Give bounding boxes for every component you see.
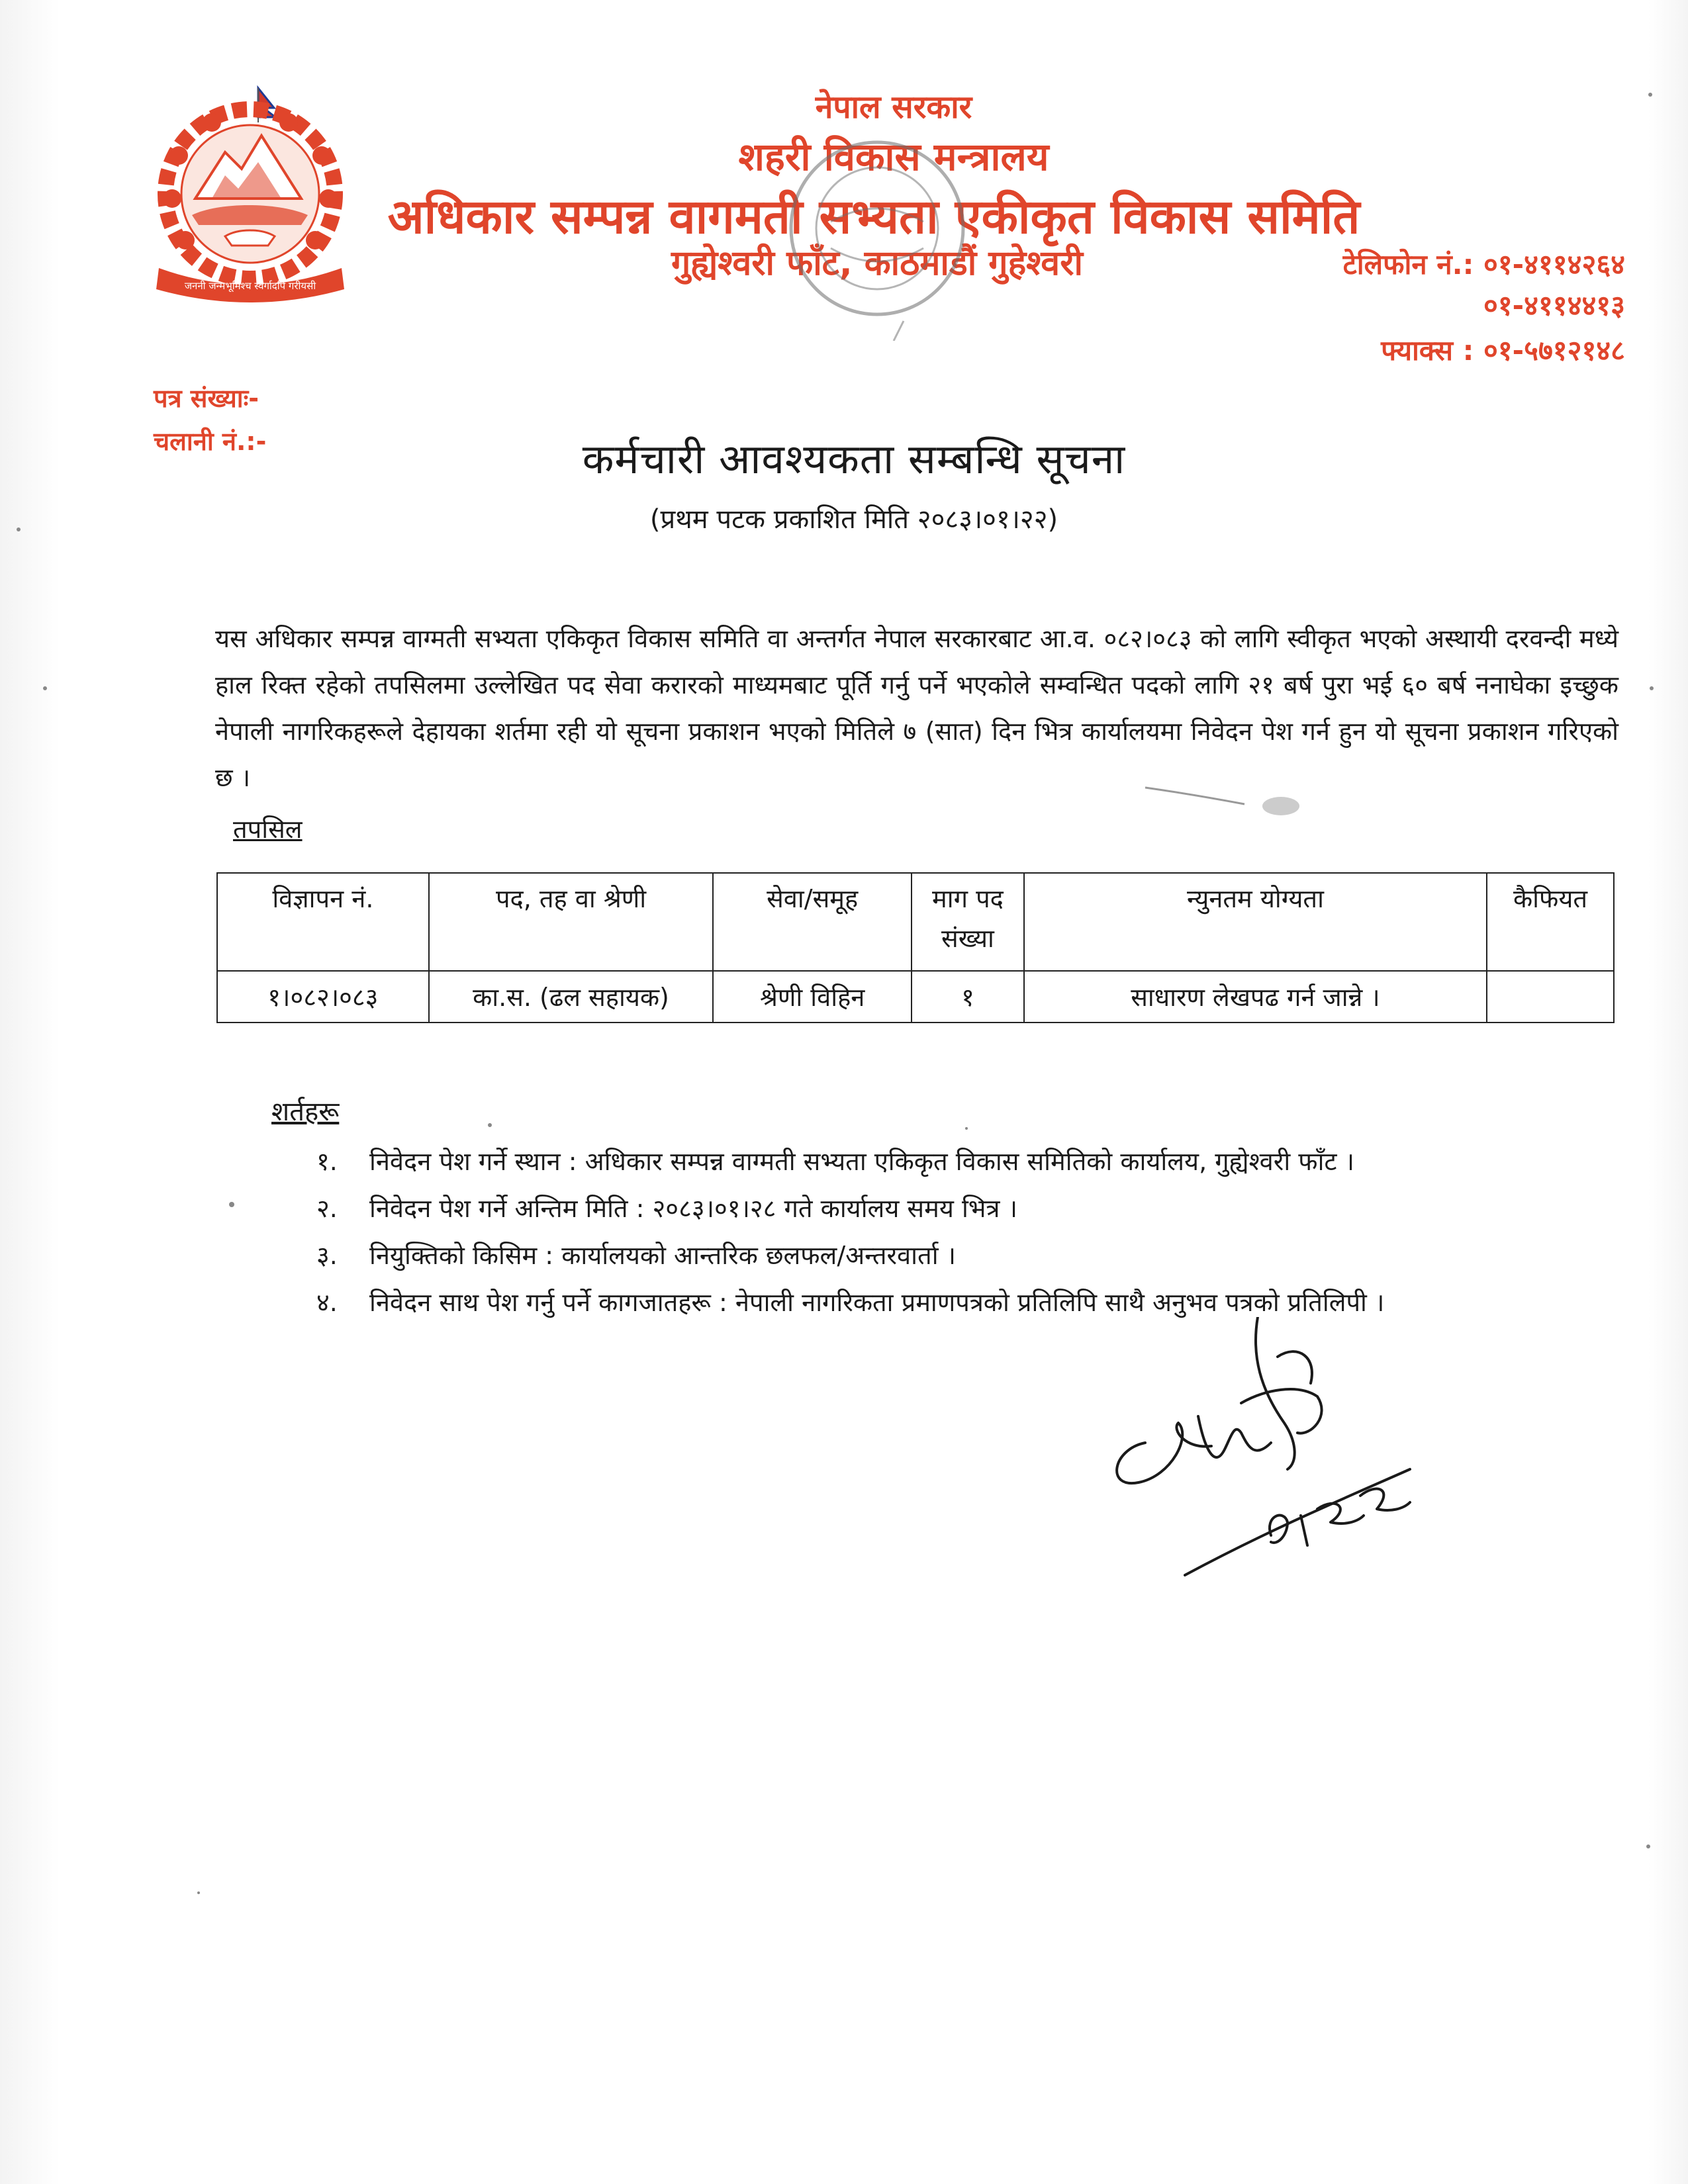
condition-text: निवेदन पेश गर्ने अन्तिम मिति : २०८३।०१।२८ गते कार्यालय समय भित्र ।	[369, 1194, 1017, 1223]
tapasil-label: तपसिल	[233, 815, 303, 844]
dispatch-number-label: चलानी नं.:-	[154, 427, 267, 456]
telephone-number-1: टेलिफोन नं.: ०१-४११४२६४	[1342, 248, 1625, 281]
list-item	[316, 1138, 1607, 1185]
list-item	[316, 1185, 1607, 1232]
organization-name: अधिकार सम्पन्न वागमती सभ्यता एकीकृत विकास समिति	[387, 189, 1360, 244]
table-row	[217, 971, 1614, 1023]
condition-number: २.	[316, 1194, 338, 1223]
telephone-number-2: ०१-४११४४१३	[1483, 289, 1625, 322]
header-remarks: कैफियत	[1487, 873, 1614, 971]
condition-text: निवेदन पेश गर्ने स्थान : अधिकार सम्पन्न वाग्मती सभ्यता एकिकृत विकास समितिको कार्यालय, गुह्येश्वरी फाँट ।	[369, 1147, 1355, 1176]
letter-number-label: पत्र संख्याः-	[154, 384, 259, 413]
cell-required-posts: १	[912, 971, 1024, 1023]
government-name: नेपाल सरकार	[815, 89, 972, 126]
notice-title: कर्मचारी आवश्यकता सम्बन्धि सूचना	[582, 435, 1126, 483]
header-minimum-qualification: न्युनतम योग्यता	[1024, 873, 1487, 971]
cell-service-group: श्रेणी विहिन	[713, 971, 912, 1023]
nepal-emblem-icon	[132, 83, 367, 308]
cell-post-level: का.स. (ढल सहायक)	[429, 971, 714, 1023]
office-stamp-icon	[771, 122, 983, 341]
condition-text: निवेदन साथ पेश गर्नु पर्ने कागजातहरू : नेपाली नागरिकता प्रमाणपत्रको प्रतिलिपि साथै अनुभव पत्रको प्रतिलिपी ।	[369, 1288, 1385, 1317]
fax-number: फ्याक्स : ०१-५७१२१४८	[1381, 334, 1625, 367]
scan-edge-left	[0, 0, 60, 2184]
notice-subtitle: (प्रथम पटक प्रकाशित मिति २०८३।०१।२२)	[649, 504, 1058, 535]
conditions-list	[316, 1138, 1607, 1326]
condition-number: ३.	[316, 1241, 338, 1270]
handwritten-signature-icon	[1099, 1317, 1470, 1602]
header-required-posts: माग पद संख्या	[912, 873, 1024, 971]
office-address: गुह्येश्वरी फाँट, काठमाडौं गुहेश्वरी	[671, 244, 1083, 283]
notice-body: यस अधिकार सम्पन्न वाग्मती सभ्यता एकिकृत विकास समिति वा अन्तर्गत नेपाल सरकारबाट आ.व. ०८२।०८३ को लागि स्वीकृत भएको अस्थायी दरवन्दी मध्ये हाल रिक्त रहेको तपसिलमा उल्लेखित पद सेवा करारको माध्यमबाट पूर्ति गर्नु पर्ने भएकोले सम्वन्धित पदको लागि २१ बर्ष पुरा भई ६० बर्ष ननाघेका इच्छुक नेपाली नागरिकहरूले देहायका शर्तमा रही यो सूचना प्रकाशन भएको मितिले ७ (सात) दिन भित्र कार्यालयमा निवेदन पेश गर्न हुन यो सूचना प्रकाशन गरिएको छ ।	[215, 624, 1618, 792]
header-post-level: पद, तह वा श्रेणी	[429, 873, 714, 971]
conditions-heading: शर्तहरू	[271, 1097, 340, 1127]
header-service-group: सेवा/समूह	[713, 873, 912, 971]
svg-text:जननी जन्मभूमिश्च स्वर्गादपि गर: जननी जन्मभूमिश्च स्वर्गादपि गरीयसी	[184, 280, 316, 292]
list-item	[316, 1232, 1607, 1279]
table-header-row	[217, 873, 1614, 971]
condition-text: नियुक्तिको किसिम : कार्यालयको आन्तरिक छलफल/अन्तरवार्ता ।	[369, 1241, 957, 1270]
cell-advertisement-number: १।०८२।०८३	[217, 971, 429, 1023]
cell-minimum-qualification: साधारण लेखपढ गर्न जान्ने ।	[1024, 971, 1487, 1023]
scan-edge-right	[1648, 0, 1688, 2184]
condition-number: ४.	[316, 1288, 338, 1317]
condition-number: १.	[316, 1147, 338, 1176]
cell-remarks	[1487, 971, 1614, 1023]
vacancy-table	[216, 872, 1615, 1023]
ministry-name: शहरी विकास मन्त्रालय	[738, 134, 1049, 179]
header-advertisement-number: विज्ञापन नं.	[217, 873, 429, 971]
